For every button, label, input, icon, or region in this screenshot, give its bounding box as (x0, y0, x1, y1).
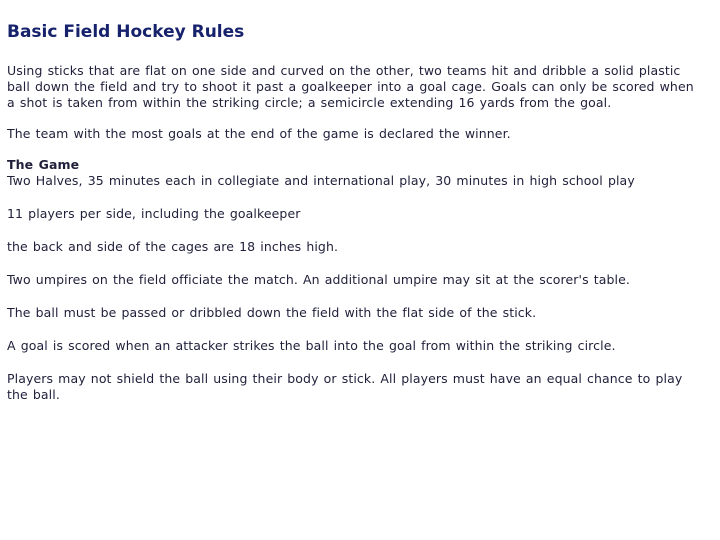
players-paragraph: 11 players per side, including the goalkeeper (7, 206, 301, 221)
intro-paragraph: Using sticks that are flat on one side and curved on the other, two teams hit and dribble a solid plastic ball down the field and try to shoot it past a goalkeeper into a goal cage. Goals can only be scored when a shot is taken from within the striking circle; a semicircle extending 16 yards from the goal. (7, 63, 694, 110)
winner-paragraph: The team with the most goals at the end of the game is declared the winner. (7, 126, 511, 141)
shielding-paragraph: Players may not shield the ball using their body or stick. All players must have an equal chance to play the ball. (7, 371, 683, 402)
goal-scoring-paragraph: A goal is scored when an attacker strikes the ball into the goal from within the striking circle. (7, 338, 616, 353)
ball-passing-paragraph: The ball must be passed or dribbled down the field with the flat side of the stick. (7, 305, 537, 320)
umpires-paragraph: Two umpires on the field officiate the match. An additional umpire may sit at the scorer's table. (7, 272, 630, 287)
page-title: Basic Field Hockey Rules (7, 22, 245, 42)
game-heading: The Game (7, 157, 80, 172)
game-section (7, 157, 700, 189)
game-halves-text: Two Halves, 35 minutes each in collegiate and international play, 30 minutes in high school play (7, 173, 635, 188)
cages-paragraph: the back and side of the cages are 18 inches high. (7, 239, 339, 254)
